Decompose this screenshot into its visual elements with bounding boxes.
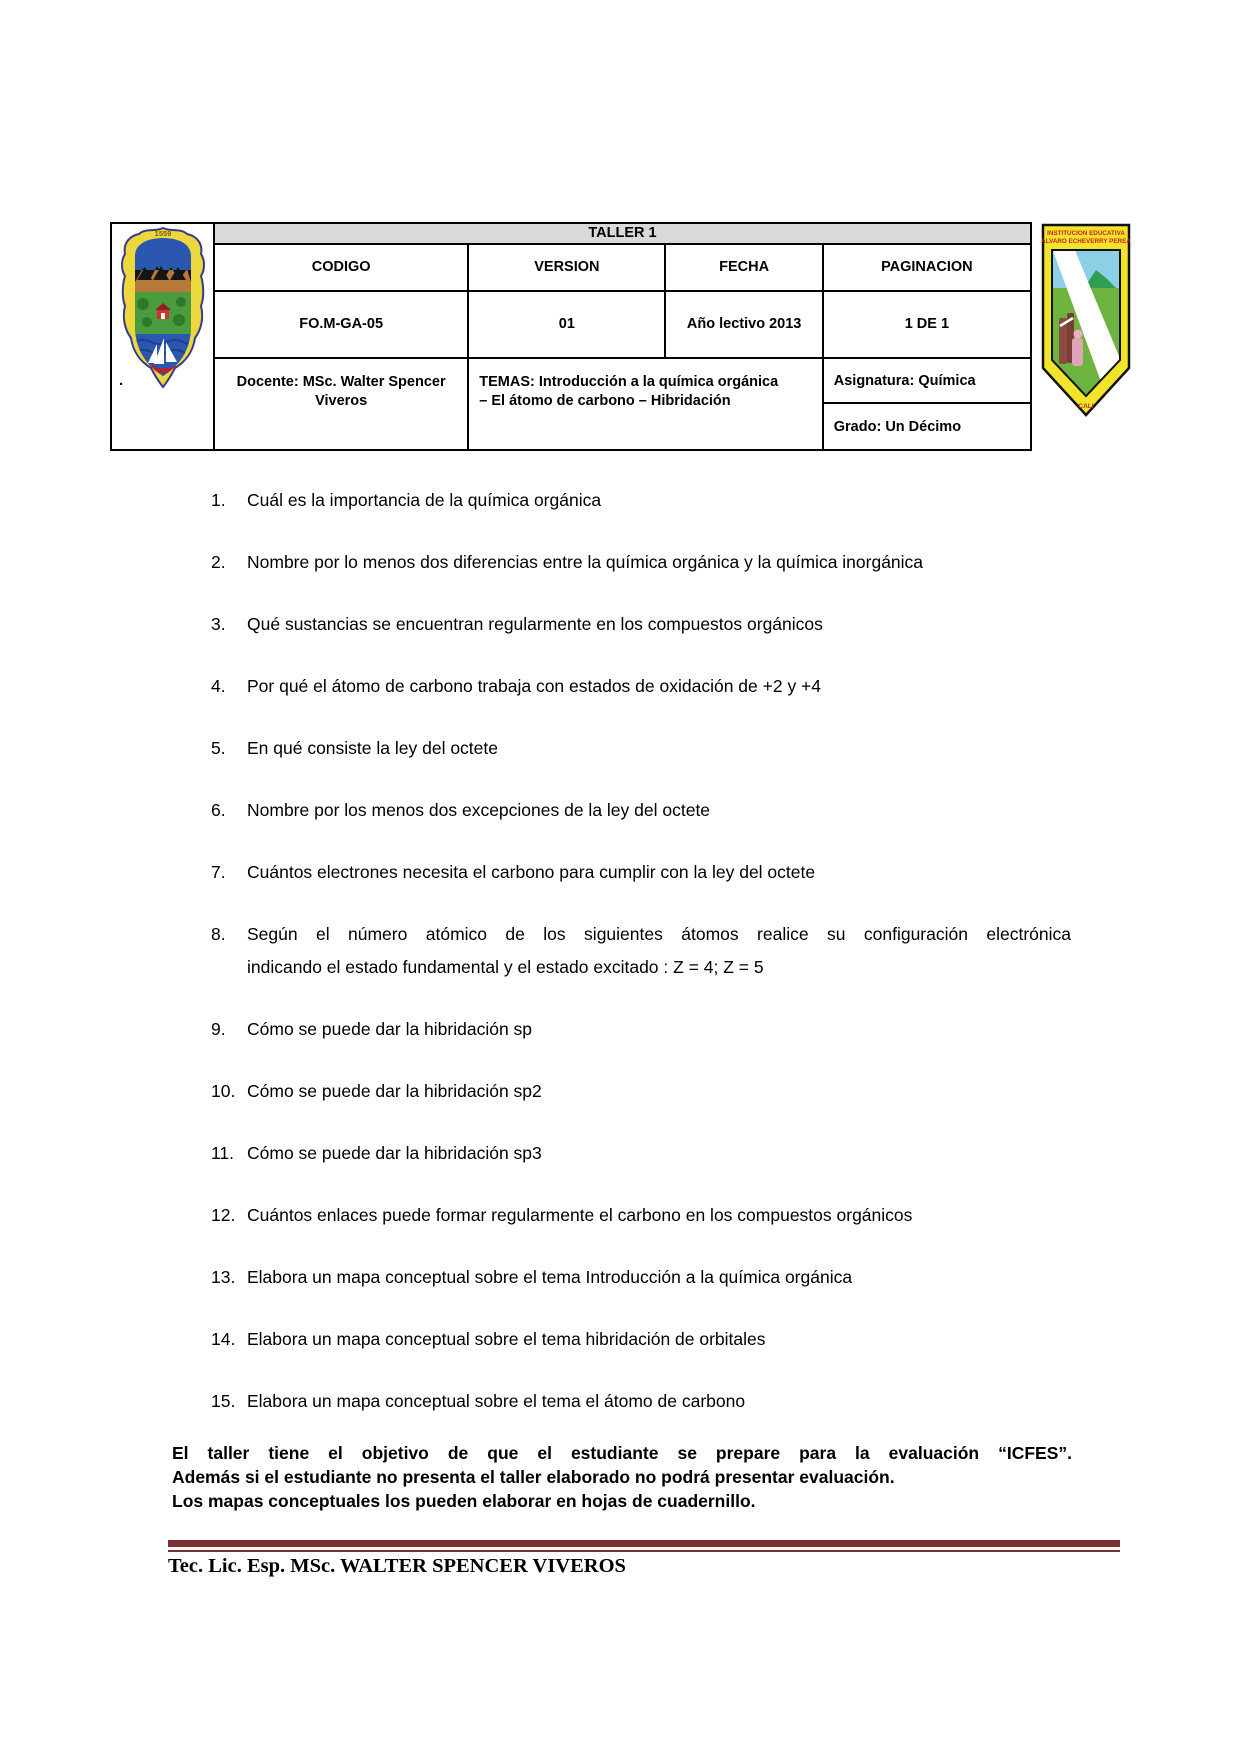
question-item (211, 484, 1071, 517)
footer-note-line3: Los mapas conceptuales los pueden elaborar en hojas de cuadernillo. (172, 1491, 756, 1511)
question-item (211, 1199, 1071, 1232)
footer-note-line2: Además si el estudiante no presenta el taller elaborado no podrá presentar evaluación. (172, 1467, 895, 1487)
question-item (211, 1075, 1071, 1108)
value-paginacion: 1 DE 1 (824, 292, 1030, 359)
col-header-fecha: FECHA (666, 245, 823, 292)
crest-year: 1559 (154, 229, 171, 238)
question-text: Cómo se puede dar la hibridación sp (247, 1019, 533, 1039)
question-item (211, 1261, 1071, 1294)
question-text: Cuál es la importancia de la química orgánica (247, 490, 602, 510)
question-text: Elabora un mapa conceptual sobre el tema el átomo de carbono (247, 1391, 746, 1411)
question-item (211, 1323, 1071, 1356)
temas-line2: – El átomo de carbono – Hibridación (479, 393, 731, 409)
question-text: Cuántos enlaces puede formar regularmente el carbono en los compuestos orgánicos (247, 1205, 913, 1225)
question-text-line2: indicando el estado fundamental y el estado excitado : Z = 4; Z = 5 (247, 957, 764, 977)
question-number: 11. (211, 1143, 235, 1163)
col-header-version: VERSION (469, 245, 666, 292)
question-text: Elabora un mapa conceptual sobre el tema hibridación de orbitales (247, 1329, 766, 1349)
question-number: 9. (211, 1019, 226, 1039)
question-number: 7. (211, 862, 226, 882)
question-item (211, 856, 1071, 889)
temas-line1: TEMAS: Introducción a la química orgánica (479, 374, 779, 390)
question-text: Nombre por lo menos dos diferencias entre la química orgánica y la química inorgánica (247, 552, 924, 572)
question-text: En qué consiste la ley del octete (247, 738, 498, 758)
question-number: 12. (211, 1205, 236, 1225)
question-item (211, 732, 1071, 765)
teacher-signature: Tec. Lic. Esp. MSc. WALTER SPENCER VIVEROS (168, 1555, 626, 1577)
header-table (110, 222, 1032, 451)
header-grid (215, 224, 1030, 449)
question-number: 5. (211, 738, 226, 758)
question-item (211, 1013, 1071, 1046)
docente-cell: Docente: MSc. Walter Spencer Viveros (215, 359, 469, 449)
footer-rule-thick-line (168, 1540, 1120, 1547)
crest-field (135, 238, 199, 390)
question-item (211, 1137, 1071, 1170)
footer-rule (168, 1540, 1120, 1552)
question-item (211, 608, 1071, 641)
question-number: 14. (211, 1329, 236, 1349)
question-item (211, 546, 1071, 579)
question-text: Cuántos electrones necesita el carbono para cumplir con la ley del octete (247, 862, 816, 882)
school-name-line2: ALVARO ECHEVERRY PEREA (1041, 238, 1131, 245)
school-city: CALI (1078, 403, 1094, 410)
question-item (211, 794, 1071, 827)
crest-caption-dot: . (119, 372, 124, 389)
question-number: 13. (211, 1267, 236, 1287)
question-item (211, 1385, 1071, 1418)
question-text: Qué sustancias se encuentran regularmente en los compuestos orgánicos (247, 614, 823, 634)
question-number: 10. (211, 1081, 236, 1101)
question-number: 8. (211, 924, 226, 944)
question-number: 1. (211, 490, 226, 510)
value-fecha: Año lectivo 2013 (666, 292, 823, 359)
question-text (247, 918, 1071, 984)
footer-note-line1: El taller tiene el objetivo de que el estudiante se prepare para la evaluación “ICFES”. (172, 1443, 1072, 1463)
asignatura: Asignatura: Química (824, 359, 1030, 404)
cali-coat-of-arms-icon (119, 226, 207, 390)
question-item (211, 670, 1071, 703)
school-name-line1: INSTITUCION EDUCATIVA (1047, 230, 1125, 237)
question-number: 6. (211, 800, 226, 820)
footer-note (172, 1441, 1072, 1513)
question-list (211, 484, 1071, 1447)
value-codigo: FO.M-GA-05 (215, 292, 469, 359)
footer-rule-thin-line (168, 1550, 1120, 1552)
asignatura-grado-cell (824, 359, 1030, 449)
cali-crest-cell (112, 224, 215, 449)
question-number: 15. (211, 1391, 236, 1411)
question-text: Nombre por los menos dos excepciones de la ley del octete (247, 800, 711, 820)
question-text-line1: Según el número atómico de los siguientes átomos realice su configuración electrónica (247, 924, 1071, 944)
school-shield-icon (1040, 222, 1132, 418)
question-text: Cómo se puede dar la hibridación sp2 (247, 1081, 542, 1101)
question-text: Por qué el átomo de carbono trabaja con estados de oxidación de +2 y +4 (247, 676, 822, 696)
question-number: 2. (211, 552, 226, 572)
question-text: Elabora un mapa conceptual sobre el tema Introducción a la química orgánica (247, 1267, 853, 1287)
question-text: Cómo se puede dar la hibridación sp3 (247, 1143, 542, 1163)
question-number: 3. (211, 614, 226, 634)
question-number: 4. (211, 676, 226, 696)
col-header-paginacion: PAGINACION (824, 245, 1030, 292)
taller-title: TALLER 1 (215, 224, 1030, 245)
value-version: 01 (469, 292, 666, 359)
question-item (211, 918, 1071, 984)
grado: Grado: Un Décimo (833, 418, 962, 435)
col-header-codigo: CODIGO (215, 245, 469, 292)
temas-cell (469, 359, 824, 449)
